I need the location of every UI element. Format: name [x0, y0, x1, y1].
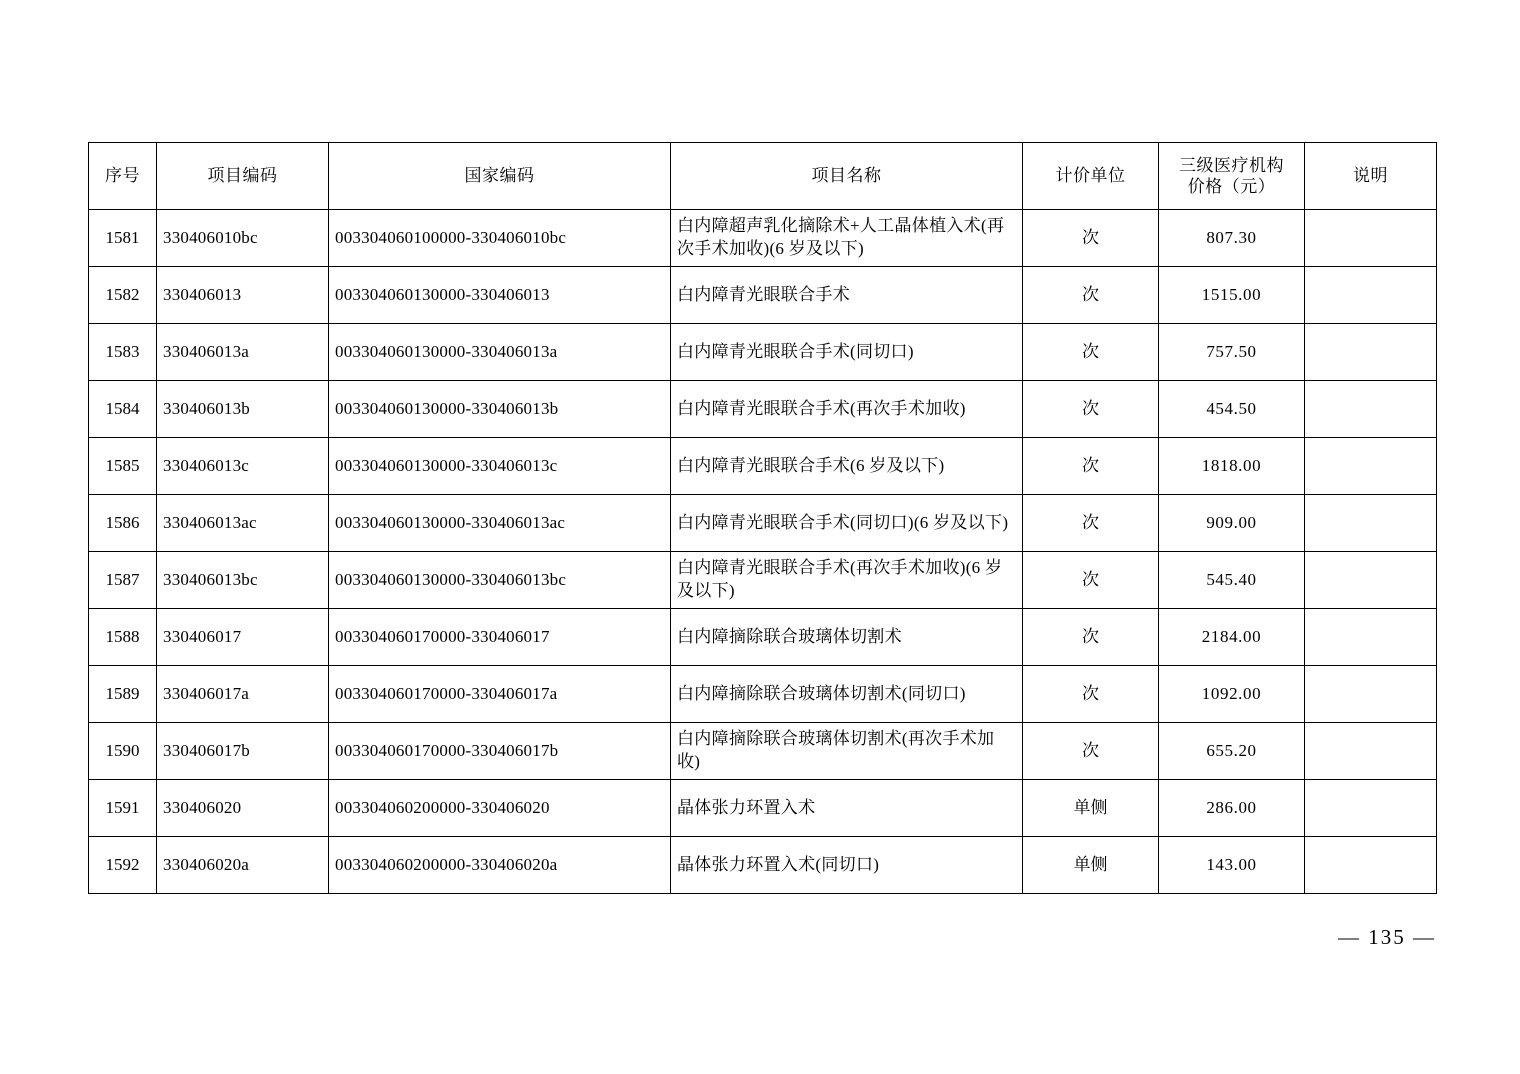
table-header-row — [89, 143, 1437, 210]
cell-price: 454.50 — [1159, 381, 1305, 438]
table-row — [89, 438, 1437, 495]
cell-national-code: 003304060130000-330406013a — [329, 324, 671, 381]
cell-note — [1305, 552, 1437, 609]
cell-item-code: 330406013ac — [157, 495, 329, 552]
cell-national-code: 003304060100000-330406010bc — [329, 210, 671, 267]
cell-seq: 1592 — [89, 837, 157, 894]
cell-item-code: 330406017b — [157, 723, 329, 780]
table-row — [89, 381, 1437, 438]
cell-price: 545.40 — [1159, 552, 1305, 609]
table-row — [89, 609, 1437, 666]
cell-note — [1305, 609, 1437, 666]
cell-price: 286.00 — [1159, 780, 1305, 837]
cell-item-name: 白内障青光眼联合手术(6 岁及以下) — [671, 438, 1023, 495]
cell-national-code: 003304060170000-330406017b — [329, 723, 671, 780]
cell-item-name: 白内障超声乳化摘除术+人工晶体植入术(再次手术加收)(6 岁及以下) — [671, 210, 1023, 267]
cell-item-name: 白内障青光眼联合手术(同切口) — [671, 324, 1023, 381]
page-number: — 135 — — [1338, 925, 1436, 949]
cell-unit: 次 — [1023, 267, 1159, 324]
column-header-price-line1: 三级医疗机构 — [1179, 155, 1284, 175]
cell-national-code: 003304060200000-330406020a — [329, 837, 671, 894]
cell-national-code: 003304060130000-330406013ac — [329, 495, 671, 552]
cell-note — [1305, 666, 1437, 723]
cell-unit: 次 — [1023, 324, 1159, 381]
table-body — [89, 210, 1437, 894]
price-table-container — [88, 142, 1436, 894]
medical-price-table — [88, 142, 1437, 894]
cell-price: 1092.00 — [1159, 666, 1305, 723]
cell-unit: 次 — [1023, 552, 1159, 609]
cell-note — [1305, 381, 1437, 438]
cell-note — [1305, 837, 1437, 894]
cell-unit: 次 — [1023, 723, 1159, 780]
cell-note — [1305, 267, 1437, 324]
cell-national-code: 003304060130000-330406013 — [329, 267, 671, 324]
cell-note — [1305, 324, 1437, 381]
cell-seq: 1586 — [89, 495, 157, 552]
cell-item-code: 330406010bc — [157, 210, 329, 267]
cell-note — [1305, 495, 1437, 552]
cell-item-name: 白内障摘除联合玻璃体切割术(再次手术加收) — [671, 723, 1023, 780]
cell-item-name: 白内障青光眼联合手术(再次手术加收) — [671, 381, 1023, 438]
cell-seq: 1585 — [89, 438, 157, 495]
cell-seq: 1589 — [89, 666, 157, 723]
cell-national-code: 003304060170000-330406017 — [329, 609, 671, 666]
column-header-item-code: 项目编码 — [157, 143, 329, 210]
column-header-seq: 序号 — [89, 143, 157, 210]
cell-national-code: 003304060200000-330406020 — [329, 780, 671, 837]
cell-item-code: 330406013c — [157, 438, 329, 495]
column-header-unit: 计价单位 — [1023, 143, 1159, 210]
column-header-price-line2: 价格（元） — [1187, 177, 1276, 196]
cell-seq: 1590 — [89, 723, 157, 780]
cell-note — [1305, 723, 1437, 780]
cell-item-name: 白内障青光眼联合手术(再次手术加收)(6 岁及以下) — [671, 552, 1023, 609]
cell-item-name: 白内障青光眼联合手术 — [671, 267, 1023, 324]
cell-item-code: 330406017 — [157, 609, 329, 666]
cell-item-name: 白内障摘除联合玻璃体切割术 — [671, 609, 1023, 666]
cell-national-code: 003304060130000-330406013b — [329, 381, 671, 438]
table-row — [89, 324, 1437, 381]
cell-unit: 次 — [1023, 438, 1159, 495]
cell-price: 2184.00 — [1159, 609, 1305, 666]
cell-seq: 1587 — [89, 552, 157, 609]
cell-item-code: 330406013a — [157, 324, 329, 381]
cell-price: 1515.00 — [1159, 267, 1305, 324]
cell-price: 1818.00 — [1159, 438, 1305, 495]
cell-item-name: 白内障青光眼联合手术(同切口)(6 岁及以下) — [671, 495, 1023, 552]
cell-item-code: 330406020a — [157, 837, 329, 894]
table-row — [89, 552, 1437, 609]
column-header-price — [1159, 143, 1305, 210]
cell-item-code: 330406020 — [157, 780, 329, 837]
cell-item-code: 330406013 — [157, 267, 329, 324]
cell-item-name: 白内障摘除联合玻璃体切割术(同切口) — [671, 666, 1023, 723]
column-header-item-name: 项目名称 — [671, 143, 1023, 210]
cell-item-name: 晶体张力环置入术 — [671, 780, 1023, 837]
table-row — [89, 495, 1437, 552]
cell-note — [1305, 438, 1437, 495]
cell-seq: 1582 — [89, 267, 157, 324]
cell-national-code: 003304060130000-330406013bc — [329, 552, 671, 609]
cell-national-code: 003304060170000-330406017a — [329, 666, 671, 723]
cell-unit: 次 — [1023, 495, 1159, 552]
cell-price: 655.20 — [1159, 723, 1305, 780]
cell-seq: 1584 — [89, 381, 157, 438]
cell-unit: 次 — [1023, 609, 1159, 666]
table-row — [89, 267, 1437, 324]
table-row — [89, 837, 1437, 894]
cell-unit: 单侧 — [1023, 780, 1159, 837]
table-row — [89, 780, 1437, 837]
column-header-national-code: 国家编码 — [329, 143, 671, 210]
cell-unit: 次 — [1023, 381, 1159, 438]
cell-item-code: 330406017a — [157, 666, 329, 723]
cell-price: 909.00 — [1159, 495, 1305, 552]
table-row — [89, 666, 1437, 723]
cell-seq: 1591 — [89, 780, 157, 837]
table-row — [89, 210, 1437, 267]
cell-unit: 次 — [1023, 666, 1159, 723]
cell-seq: 1588 — [89, 609, 157, 666]
cell-item-code: 330406013b — [157, 381, 329, 438]
cell-price: 807.30 — [1159, 210, 1305, 267]
cell-unit: 次 — [1023, 210, 1159, 267]
cell-national-code: 003304060130000-330406013c — [329, 438, 671, 495]
table-row — [89, 723, 1437, 780]
table-header — [89, 143, 1437, 210]
cell-unit: 单侧 — [1023, 837, 1159, 894]
cell-item-name: 晶体张力环置入术(同切口) — [671, 837, 1023, 894]
cell-item-code: 330406013bc — [157, 552, 329, 609]
cell-seq: 1581 — [89, 210, 157, 267]
cell-note — [1305, 210, 1437, 267]
cell-seq: 1583 — [89, 324, 157, 381]
cell-price: 143.00 — [1159, 837, 1305, 894]
column-header-note: 说明 — [1305, 143, 1437, 210]
cell-price: 757.50 — [1159, 324, 1305, 381]
cell-note — [1305, 780, 1437, 837]
